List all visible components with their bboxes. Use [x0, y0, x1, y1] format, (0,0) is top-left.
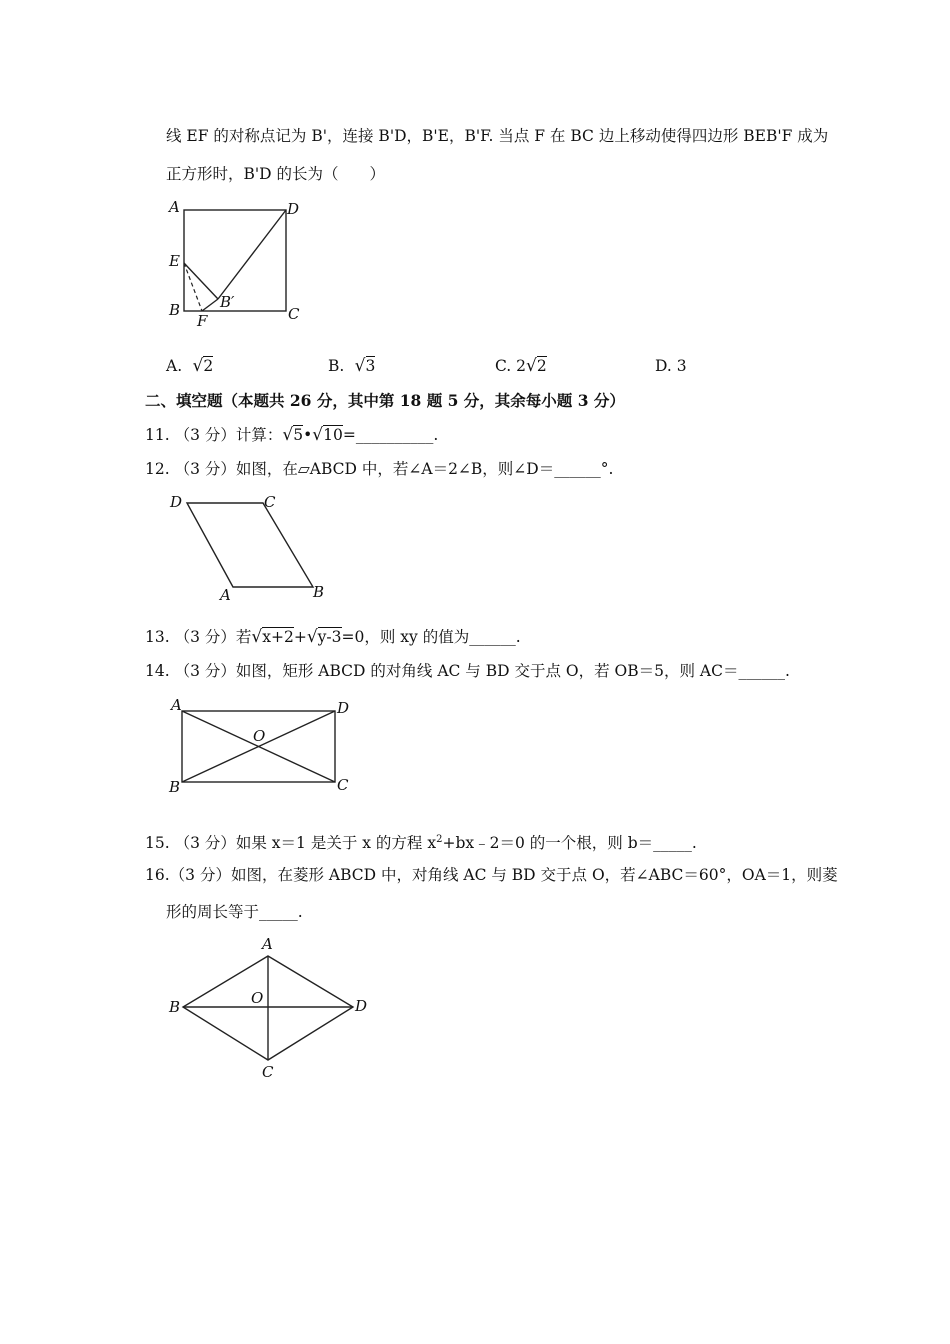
- q11: 11. （3 分）计算：√5•√10=__________.: [145, 425, 439, 445]
- q11-score: （3 分）计算：: [174, 426, 283, 444]
- q12-figure: [165, 490, 335, 605]
- q16-line-1: （3 分）如图，在菱形 ABCD 中，对角线 AC 与 BD 交于点 O，若∠ABC＝60°，OA＝1，则菱: [169, 866, 838, 884]
- q14-label-o: O: [253, 727, 266, 745]
- q10-option-c-label: C.: [495, 357, 512, 375]
- section-2-heading: 二、填空题（本题共 26 分，其中第 18 题 5 分，其余每小题 3 分）: [145, 391, 625, 410]
- q10-option-d: [655, 355, 687, 377]
- q14-number: 14.: [145, 662, 170, 680]
- q16-label-d: D: [355, 997, 368, 1015]
- q16-label-b: B: [169, 998, 181, 1016]
- q15-number: 15.: [145, 834, 170, 853]
- q16-line-2: 形的周长等于_____.: [166, 903, 303, 921]
- q10-option-c: C. 2√2: [495, 356, 547, 376]
- q13-radicand-1: x+2: [262, 628, 294, 646]
- q10-option-b-value: 3: [365, 357, 376, 375]
- q14-figure: [165, 695, 360, 800]
- q12-label-a: A: [220, 586, 231, 604]
- q12-label-c: C: [264, 493, 276, 511]
- q15-pre: （3 分）如果 x＝1 是关于 x 的方程 x: [174, 834, 437, 853]
- q13: 13. （3 分）若√x+2+√y-3=0，则 xy 的值为______.: [145, 627, 521, 647]
- q10-option-b: B. √3: [328, 356, 376, 376]
- q13-number: 13.: [145, 628, 170, 646]
- q10-label-bprime: B′: [220, 293, 235, 311]
- q12: [145, 458, 613, 480]
- q11-radicand-2: 10: [323, 426, 343, 444]
- q10-option-d-label: D.: [655, 357, 672, 375]
- q10-option-a-value: 2: [203, 357, 214, 375]
- q10-option-c-value: 2: [536, 357, 547, 375]
- q14-label-b: B: [169, 778, 181, 796]
- q13-pre: （3 分）若: [174, 628, 252, 646]
- q13-radicand-2: y-3: [317, 628, 342, 646]
- q10-line-1: 线 EF 的对称点记为 B'，连接 B'D，B'E，B'F. 当点 F 在 BC 边上移动使得四边形 BEB'F 成为: [166, 127, 829, 145]
- q16-label-c: C: [262, 1063, 274, 1081]
- q10-figure: [160, 195, 320, 335]
- q11-number: 11.: [145, 426, 170, 444]
- q13-plus: +: [293, 628, 307, 646]
- q14: [145, 660, 790, 682]
- q12-label-b: B: [313, 583, 325, 601]
- q15: [145, 829, 697, 854]
- q14-text: （3 分）如图，矩形 ABCD 的对角线 AC 与 BD 交于点 O，若 OB＝5，则 AC＝______.: [174, 662, 790, 680]
- q12-number: 12.: [145, 460, 170, 478]
- q12-text: （3 分）如图，在▱ABCD 中，若∠A＝2∠B，则∠D＝______°.: [174, 460, 614, 478]
- q10-option-d-value: 3: [676, 357, 687, 375]
- q13-tail: =0，则 xy 的值为______.: [341, 628, 521, 646]
- q10-label-a: A: [169, 198, 180, 216]
- q16-figure: [165, 930, 380, 1085]
- q10-label-c: C: [288, 305, 300, 323]
- q11-dot: •: [303, 426, 313, 444]
- q12-label-d: D: [170, 493, 183, 511]
- q16-label-a: A: [262, 935, 273, 953]
- q15-tail: +bx﹣2＝0 的一个根，则 b＝_____.: [442, 834, 697, 853]
- q14-label-a: A: [171, 696, 182, 714]
- q10-option-a: A. √2: [166, 356, 214, 376]
- q14-label-d: D: [337, 699, 350, 717]
- q14-label-c: C: [337, 776, 349, 794]
- q16: [145, 864, 838, 886]
- q16-label-o: O: [251, 989, 264, 1007]
- q16-number: 16.: [145, 866, 170, 884]
- q15-exponent: 2: [436, 834, 443, 845]
- q10-label-d: D: [287, 200, 300, 218]
- q11-tail: =__________.: [342, 426, 439, 444]
- q11-radicand-1: 5: [293, 426, 304, 444]
- q10-label-f: F: [197, 312, 208, 330]
- q10-option-b-label: B.: [328, 357, 345, 375]
- q10-label-e: E: [169, 252, 180, 270]
- q10-option-c-coef: 2: [516, 357, 527, 375]
- q10-line-2: 正方形时，B'D 的长为（ ）: [166, 165, 386, 183]
- q10-option-a-label: A.: [166, 357, 183, 375]
- q10-label-b: B: [169, 301, 181, 319]
